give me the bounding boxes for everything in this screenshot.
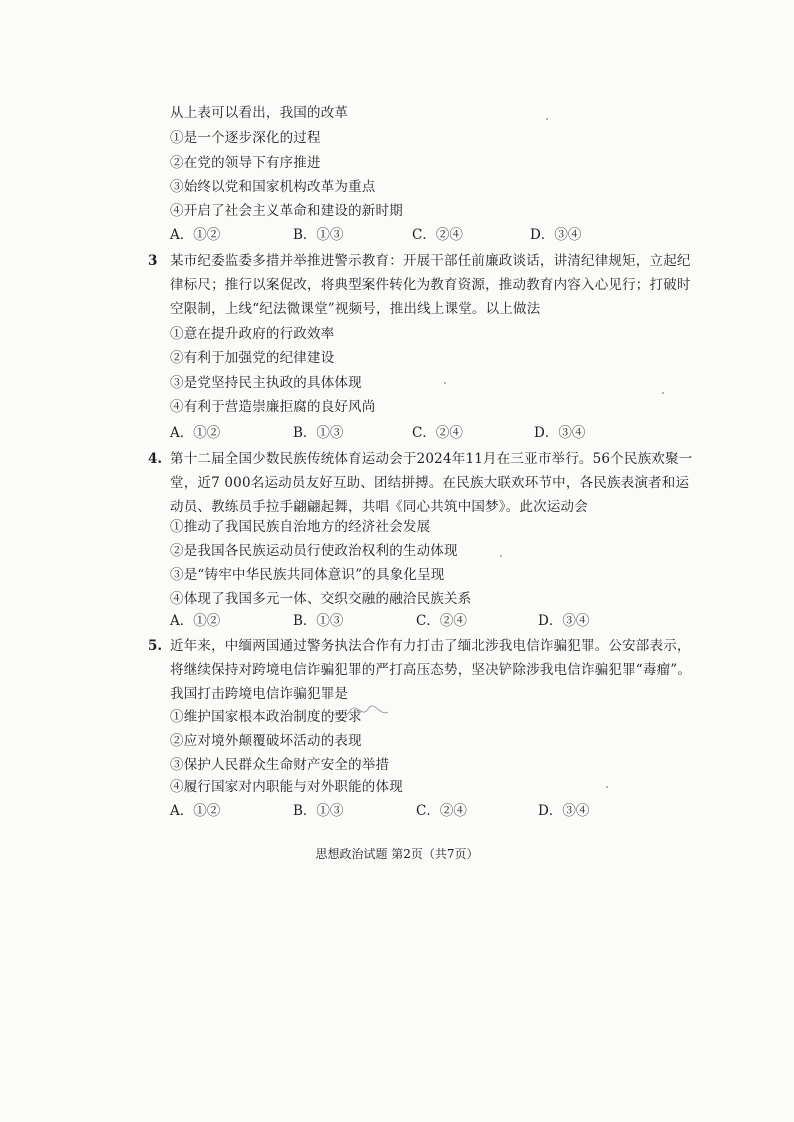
q5-option-c: C．②④	[416, 803, 467, 819]
q5-item-3: ③保护人民群众生命财产安全的举措	[170, 757, 390, 773]
q2-option-b: B．①③	[293, 227, 344, 243]
q5-stem-line-3: 我国打击跨境电信诈骗犯罪是	[170, 686, 349, 702]
q5-option-a: A．①②	[170, 803, 221, 819]
q5-option-d: D．③④	[538, 803, 590, 819]
q4-item-1: ①推动了我国民族自治地方的经济社会发展	[170, 519, 431, 535]
q3-stem-line-1: 某市纪委监委多措并举推进警示教育：开展干部任前廉政谈话，讲清纪律规矩，立起纪	[170, 253, 691, 269]
q3-stem-line-3: 空限制，上线“纪法微课堂”视频号，推出线上课堂。以上做法	[170, 301, 541, 317]
q4-item-3: ③是“铸牢中华民族共同体意识”的具象化呈现	[170, 567, 445, 583]
q3-item-3: ③是党坚持民主执政的具体体现	[170, 375, 362, 391]
q2-option-a: A．①②	[170, 227, 221, 243]
q4-stem-line-1: 第十二届全国少数民族传统体育运动会于2024年11月在三亚市举行。56个民族欢聚一	[170, 451, 693, 467]
q3-option-c: C．②④	[412, 425, 463, 441]
q2-stem: 从上表可以看出，我国的改革	[170, 105, 349, 121]
q3-option-b: B．①③	[293, 425, 344, 441]
q3-number: 3	[148, 253, 158, 269]
q3-option-d: D．③④	[534, 425, 586, 441]
q2-item-4: ④开启了社会主义革命和建设的新时期	[170, 203, 403, 219]
q5-option-b: B．①③	[293, 803, 344, 819]
q4-item-2: ②是我国各民族运动员行使政治权利的生动体现	[170, 543, 458, 559]
q4-option-b: B．①③	[293, 613, 344, 629]
q2-item-2: ②在党的领导下有序推进	[170, 155, 321, 171]
q4-stem-line-2: 堂，近7 000名运动员友好互助、团结拼搏。在民族大联欢环节中，各民族表演者和运	[170, 475, 690, 491]
q4-number: 4.	[148, 451, 163, 467]
q4-stem-line-3: 动员、教练员手拉手翩翩起舞，共唱《同心共筑中国梦》。此次运动会	[170, 499, 588, 515]
q5-stem-line-2: 将继续保持对跨境电信诈骗犯罪的严打高压态势，坚决铲除涉我电信诈骗犯罪“毒瘤”。	[170, 662, 692, 678]
q3-item-4: ④有利于营造崇廉拒腐的良好风尚	[170, 399, 376, 415]
q3-item-1: ①意在提升政府的行政效率	[170, 326, 335, 342]
q3-item-2: ②有利于加强党的纪律建设	[170, 350, 335, 366]
q4-option-a: A．①②	[170, 613, 221, 629]
q2-item-3: ③始终以党和国家机构改革为重点	[170, 179, 376, 195]
q2-item-1: ①是一个逐步深化的过程	[170, 130, 321, 146]
pencil-scribble	[330, 703, 390, 725]
q5-item-1: ①维护国家根本政治制度的要求	[170, 709, 362, 725]
scan-speck	[662, 392, 664, 394]
q4-option-d: D．③④	[538, 613, 590, 629]
q3-stem-line-2: 律标尺；推行以案促改，将典型案件转化为教育资源，推动教育内容入心见行；打破时	[170, 277, 691, 293]
q2-option-d: D．③④	[530, 227, 582, 243]
q3-option-a: A．①②	[170, 425, 221, 441]
q5-number: 5.	[148, 638, 163, 654]
scan-speck	[606, 786, 608, 788]
q5-item-4: ④履行国家对内职能与对外职能的体现	[170, 779, 403, 795]
q5-item-2: ②应对境外颠覆破坏活动的表现	[170, 733, 362, 749]
q5-stem-line-1: 近年来，中缅两国通过警务执法合作有力打击了缅北涉我电信诈骗犯罪。公安部表示，	[170, 638, 691, 654]
scan-speck	[500, 555, 502, 557]
scan-speck	[444, 382, 446, 384]
page-footer: 思想政治试题 第2页（共7页）	[315, 847, 479, 861]
q4-option-c: C．②④	[416, 613, 467, 629]
scan-speck	[546, 118, 548, 120]
q2-option-c: C．②④	[412, 227, 463, 243]
q4-item-4: ④体现了我国多元一体、交织交融的融洽民族关系	[170, 591, 472, 607]
